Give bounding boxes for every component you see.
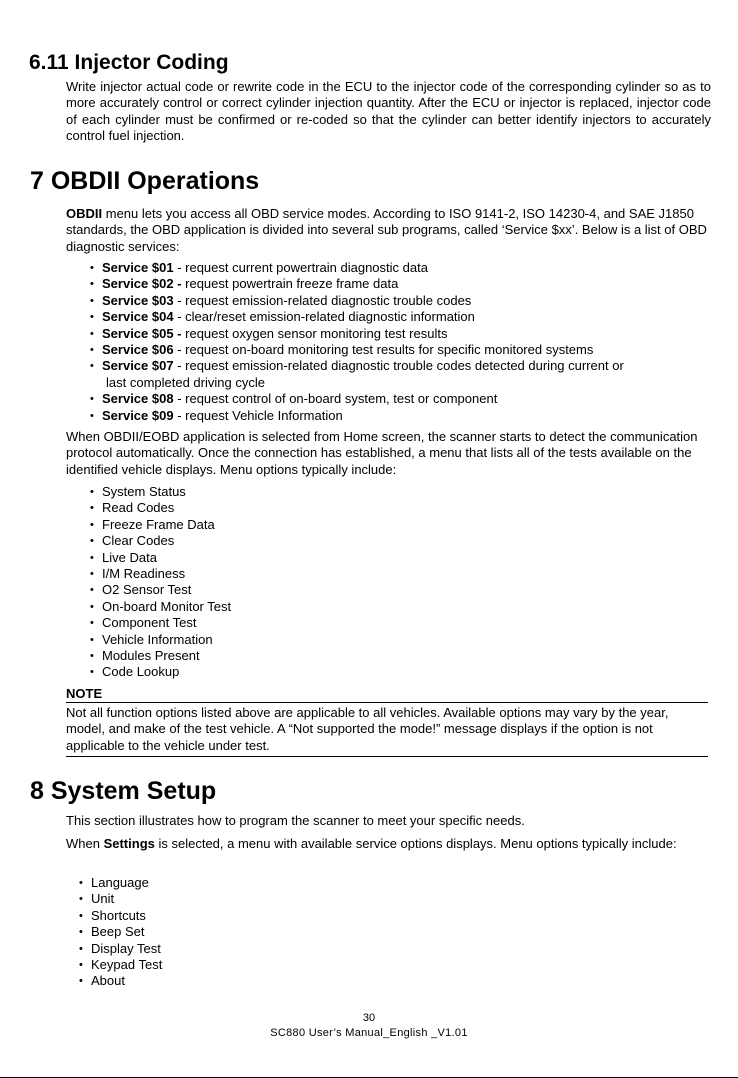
list-item: • O2 Sensor Test — [90, 582, 231, 598]
obdii-intro-text: menu lets you access all OBD service modes. According to ISO 9141-2, ISO 14230-4, and SAE J1850 standards, the OBD application is divided into several sub programs, called ‘Service $xx’. Below is a list of OBD diagnostic services: — [66, 206, 707, 254]
settings-pre: When — [66, 836, 104, 851]
list-item — [90, 309, 690, 325]
page-number: 30 — [362, 1012, 376, 1024]
service-code: Service $06 — [102, 342, 174, 358]
list-item: • Beep Set — [79, 924, 162, 940]
service-code: Service $01 — [102, 260, 174, 275]
service-sep: - — [173, 342, 186, 358]
list-item: • Shortcuts — [79, 908, 162, 924]
list-item: • Modules Present — [90, 648, 231, 664]
service-code: Service $02 - — [102, 276, 182, 292]
settings-options-list — [79, 875, 162, 990]
service-sep: - — [173, 391, 186, 407]
list-item: • Clear Codes — [90, 533, 231, 549]
list-item — [90, 391, 690, 407]
list-item: • Live Data — [90, 550, 231, 566]
obd-services-list — [90, 260, 690, 424]
service-desc-continued: last completed driving cycle — [106, 374, 265, 390]
list-item: • Display Test — [79, 941, 162, 957]
service-desc: request control of on-board system, test or component — [185, 391, 498, 407]
list-item — [90, 358, 690, 391]
injector-coding-paragraph: Write injector actual code or rewrite code in the ECU to the injector code of the corresponding cylinder so as to more accurately control or correct cylinder injection quantity. After the ECU or injector is replaced, injector code of each cylinder must be confirmed or re-coded so that the cylinder can better identify injectors to accurately control fuel injection. — [66, 79, 711, 144]
system-setup-intro: This section illustrates how to program the scanner to meet your specific needs. — [66, 813, 525, 828]
list-item: • Language — [79, 875, 162, 891]
list-item — [90, 293, 690, 309]
service-desc: request emission-related diagnostic trouble codes — [185, 292, 472, 308]
obdii-detect-paragraph: When OBDII/EOBD application is selected from Home screen, the scanner starts to detect the communication protocol automatically. Once the connection has established, a menu that lists all of the tests available on the identified vehicle displays. Menu options typically include: — [66, 429, 698, 477]
settings-bold-term: Settings — [103, 836, 155, 851]
list-item: • Component Test — [90, 615, 231, 631]
list-item — [90, 326, 690, 342]
list-item — [90, 408, 690, 424]
service-code: Service $04 — [102, 309, 174, 325]
heading-injector-coding: 6.11 Injector Coding — [29, 51, 229, 74]
service-desc: request oxygen sensor monitoring test results — [185, 325, 448, 341]
settings-paragraph — [66, 836, 711, 852]
obdii-intro-paragraph — [66, 206, 711, 255]
service-sep: - — [173, 292, 186, 308]
service-code: Service $03 — [102, 292, 174, 308]
service-desc: request Vehicle Information — [185, 407, 343, 423]
list-item: • I/M Readiness — [90, 566, 231, 582]
manual-footer-name: SC880 User’s Manual_English _V1.01 — [270, 1027, 468, 1039]
list-item — [90, 276, 690, 292]
service-code: Service $05 - — [102, 325, 182, 341]
service-code: Service $08 — [102, 391, 174, 407]
heading-obdii-operations: 7 OBDII Operations — [30, 167, 260, 195]
service-sep: - — [173, 260, 186, 275]
list-item — [90, 260, 690, 276]
obdii-bold-term: OBDII — [66, 206, 103, 221]
service-code: Service $09 — [102, 407, 174, 423]
list-item: • Read Codes — [90, 500, 231, 516]
list-item — [90, 342, 690, 358]
note-box — [66, 685, 708, 757]
list-item: • Keypad Test — [79, 957, 162, 973]
heading-system-setup: 8 System Setup — [30, 777, 217, 805]
list-item: • About — [79, 973, 162, 989]
list-item: • Unit — [79, 891, 162, 907]
list-item: • Vehicle Information — [90, 632, 231, 648]
list-item: • System Status — [90, 484, 231, 500]
service-code: Service $07 — [102, 358, 174, 374]
service-sep: - — [173, 309, 186, 325]
settings-post: is selected, a menu with available service options displays. Menu options typically include: — [154, 836, 677, 851]
service-desc: clear/reset emission-related diagnostic information — [185, 309, 475, 325]
service-sep: - — [173, 407, 186, 423]
note-title: NOTE — [66, 685, 708, 703]
list-item: • On-board Monitor Test — [90, 599, 231, 615]
service-desc: request emission-related diagnostic trouble codes detected during current or — [185, 358, 624, 374]
note-text: Not all function options listed above are applicable to all vehicles. Available options may vary by the year, model, and make of the test vehicle. A “Not supported the mode!” message displays if the option is not applicable to the vehicle under test. — [66, 705, 669, 753]
service-sep: - — [173, 358, 186, 374]
service-desc: request powertrain freeze frame data — [185, 276, 399, 292]
obdii-menu-options-list — [90, 484, 231, 681]
list-item: • Code Lookup — [90, 664, 231, 680]
service-desc: request on-board monitoring test results for specific monitored systems — [185, 342, 594, 358]
list-item: • Freeze Frame Data — [90, 517, 231, 533]
service-desc: request current powertrain diagnostic data — [185, 260, 428, 275]
